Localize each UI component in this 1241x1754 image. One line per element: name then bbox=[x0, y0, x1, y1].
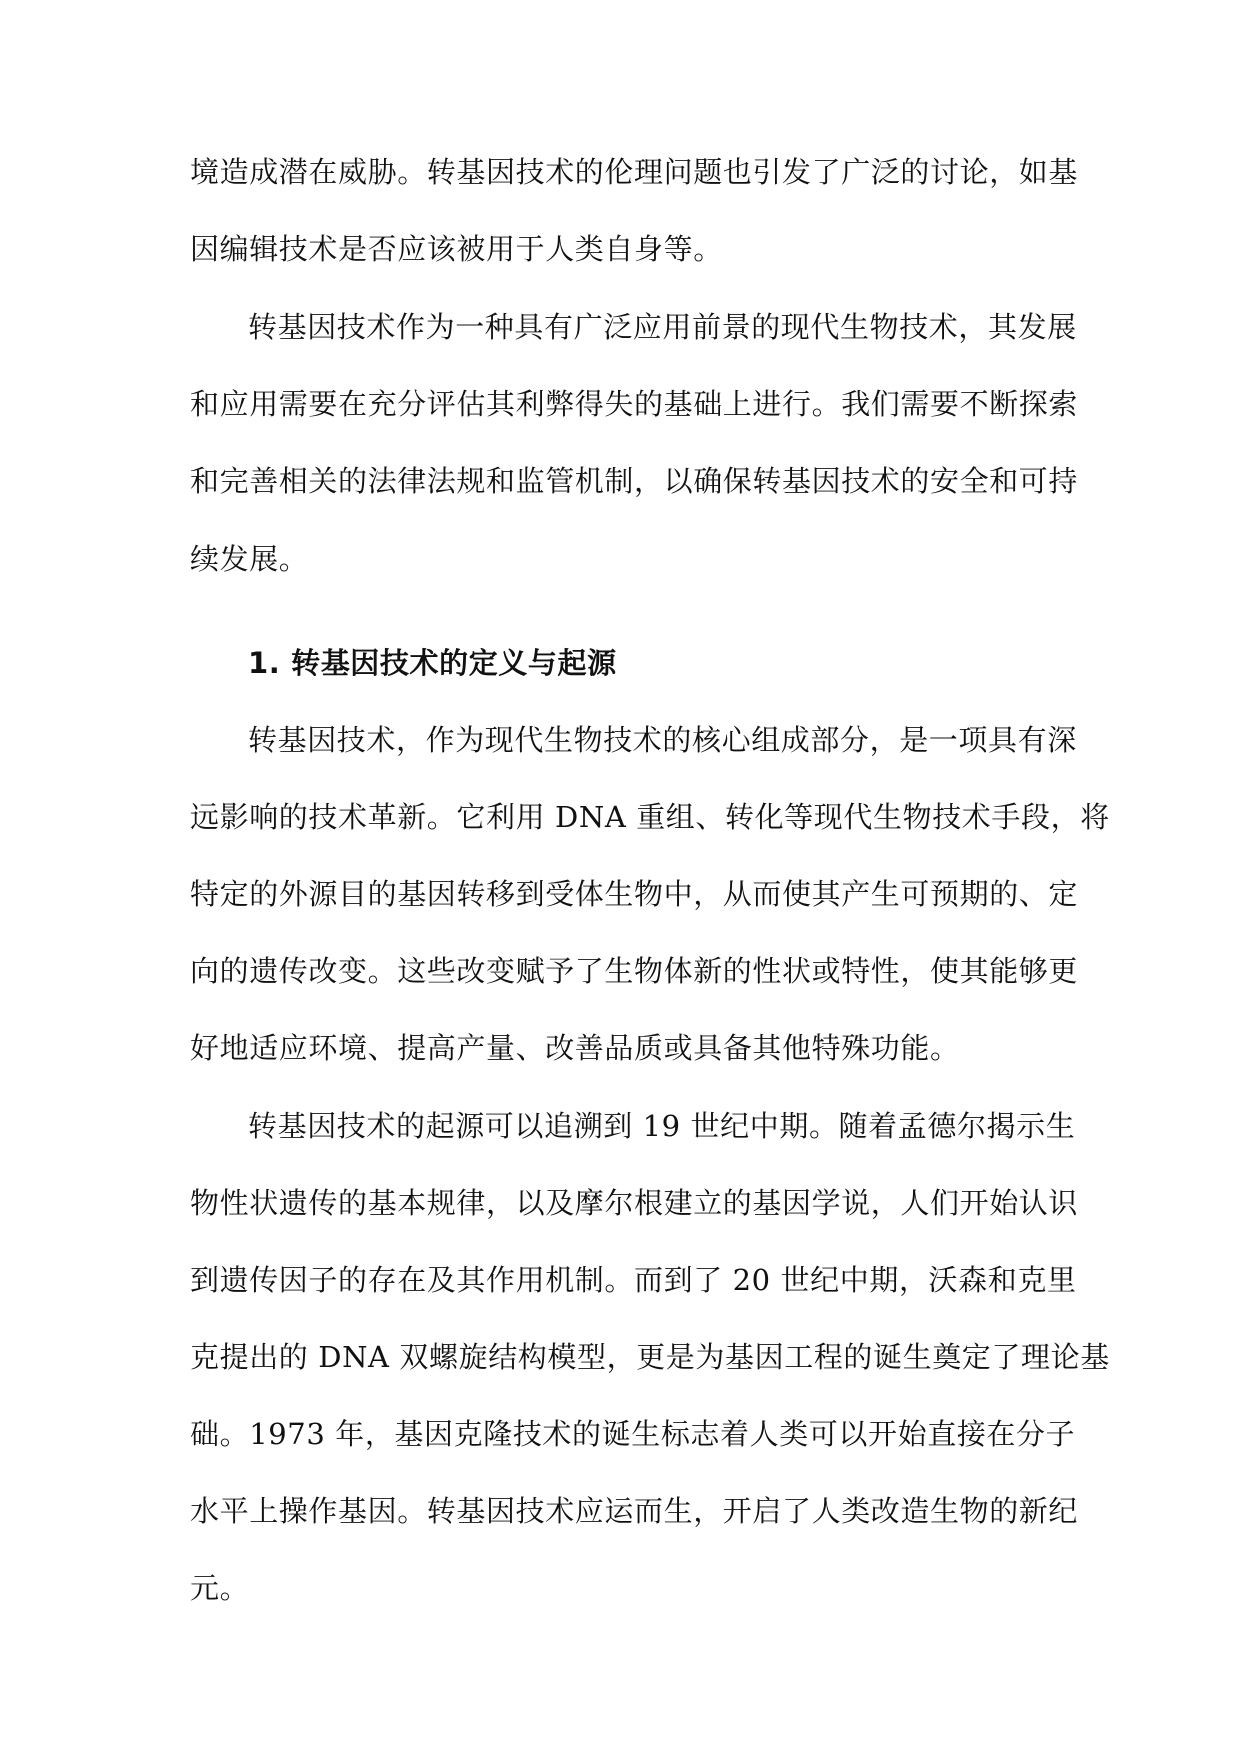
paragraph-first-line: 转基因技术的起源可以追溯到 19 世纪中期。随着孟德尔揭示生 bbox=[248, 1109, 1076, 1143]
text-line: 到遗传因子的存在及其作用机制。而到了 20 世纪中期，沃森和克里 bbox=[190, 1263, 1077, 1297]
text-line: 因编辑技术是否应该被用于人类自身等。 bbox=[190, 232, 723, 266]
text-line: 向的遗传改变。这些改变赋予了生物体新的性状或特性，使其能够更 bbox=[190, 954, 1079, 988]
text-line: 元。 bbox=[190, 1571, 250, 1605]
paragraph-first-line: 转基因技术作为一种具有广泛应用前景的现代生物技术，其发展 bbox=[248, 310, 1077, 344]
paragraph-first-line: 转基因技术，作为现代生物技术的核心组成部分，是一项具有深 bbox=[248, 723, 1077, 757]
text-line: 好地适应环境、提高产量、改善品质或具备其他特殊功能。 bbox=[190, 1031, 960, 1065]
text-line: 物性状遗传的基本规律，以及摩尔根建立的基因学说，人们开始认识 bbox=[190, 1186, 1079, 1220]
text-line: 特定的外源目的基因转移到受体生物中，从而使其产生可预期的、定 bbox=[190, 877, 1079, 911]
text-line: 和应用需要在充分评估其利弊得失的基础上进行。我们需要不断探索 bbox=[190, 387, 1079, 421]
text-line: 水平上操作基因。转基因技术应运而生，开启了人类改造生物的新纪 bbox=[190, 1494, 1079, 1528]
text-line: 远影响的技术革新。它利用 DNA 重组、转化等现代生物技术手段，将 bbox=[190, 800, 1110, 834]
text-line: 和完善相关的法律法规和监管机制，以确保转基因技术的安全和可持 bbox=[190, 464, 1079, 498]
section-heading: 1. 转基因技术的定义与起源 bbox=[248, 646, 617, 680]
text-line: 续发展。 bbox=[190, 542, 309, 576]
text-line: 克提出的 DNA 双螺旋结构模型，更是为基因工程的诞生奠定了理论基 bbox=[190, 1340, 1110, 1374]
text-line: 础。1973 年，基因克隆技术的诞生标志着人类可以开始直接在分子 bbox=[190, 1417, 1076, 1451]
text-line: 境造成潜在威胁。转基因技术的伦理问题也引发了广泛的讨论，如基 bbox=[190, 155, 1079, 189]
